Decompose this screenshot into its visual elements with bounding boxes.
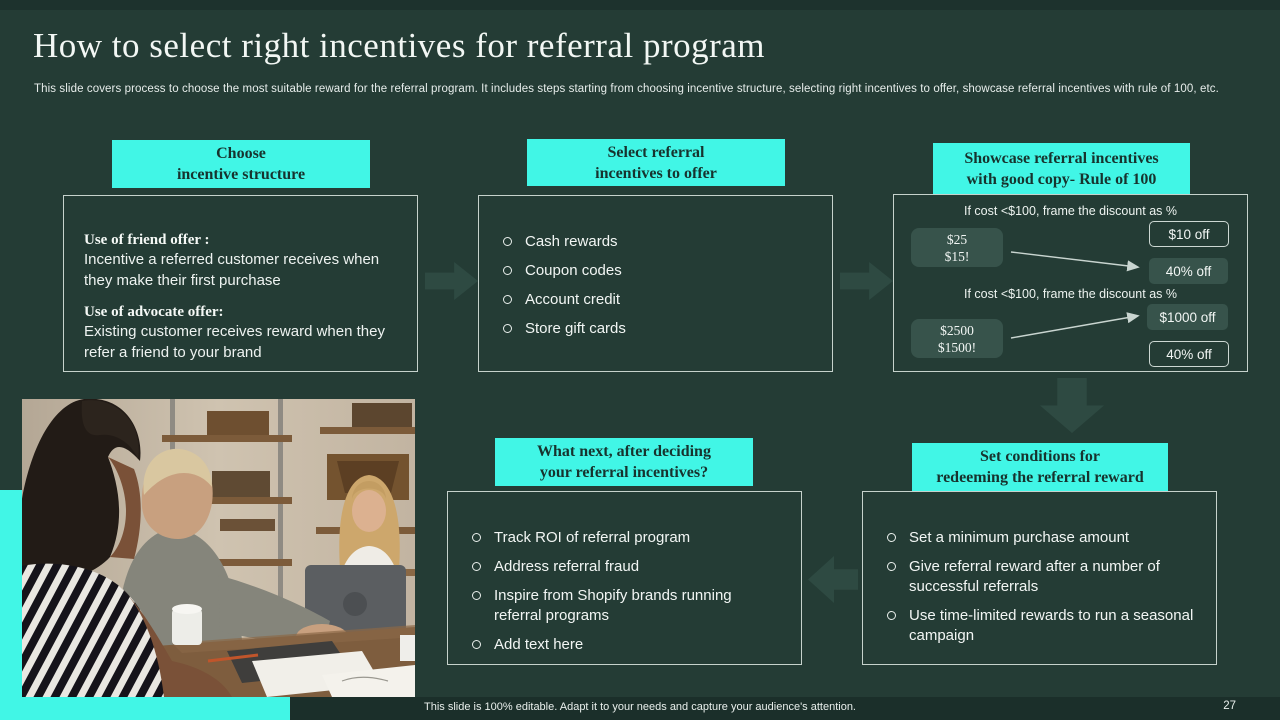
flow-arrow-right-icon <box>840 262 893 300</box>
list-item-label: Cash rewards <box>525 233 618 250</box>
option-percent-off-low: 40% off <box>1149 258 1228 284</box>
step-header-line: redeeming the referral reward <box>936 469 1144 486</box>
choose-incentive-structure-box <box>63 195 418 372</box>
list-item-label: Set a minimum purchase amount <box>909 529 1130 546</box>
step-header-line: Showcase referral incentives <box>964 149 1159 167</box>
step-header-showcase-incentives <box>933 143 1190 194</box>
list-item <box>887 528 1198 548</box>
list-item-label: Track ROI of referral program <box>494 529 691 546</box>
set-conditions-box <box>862 491 1217 665</box>
list-item-label: Inspire from Shopify brands running referral programs <box>494 587 732 624</box>
flow-arrow-down-icon <box>1040 378 1104 433</box>
bullet-circle-icon <box>503 266 512 275</box>
bullet-circle-icon <box>887 562 896 571</box>
rule-low-text: If cost <$100, frame the discount as % <box>964 204 1177 218</box>
friend-offer-text: Incentive a referred customer receives when they make their first purchase <box>84 251 380 289</box>
rule-high-text: If cost <$100, frame the discount as % <box>964 287 1177 301</box>
step-header-choose-incentive-structure <box>112 140 370 188</box>
step-header-line: Set conditions for <box>980 448 1100 465</box>
bullet-circle-icon <box>472 591 481 600</box>
page-number: 27 <box>1223 700 1236 712</box>
list-item-label: Account credit <box>525 291 621 308</box>
bullet-circle-icon <box>472 640 481 649</box>
option-dollar-off-high: $1000 off <box>1147 304 1228 330</box>
what-next-box <box>447 491 802 665</box>
option-percent-off-high: 40% off <box>1149 341 1229 367</box>
step-header-line: What next, after deciding <box>537 443 711 460</box>
bullet-circle-icon <box>503 237 512 246</box>
price-original: $25 <box>946 231 968 247</box>
price-original: $2500 <box>940 322 974 338</box>
price-discounted: $15! <box>944 248 970 264</box>
top-accent-band <box>0 0 1280 10</box>
list-item-label: Address referral fraud <box>494 558 640 575</box>
bullet-circle-icon <box>472 562 481 571</box>
bullet-circle-icon <box>887 611 896 620</box>
step-header-set-conditions <box>912 443 1168 491</box>
list-item <box>472 635 783 655</box>
bullet-circle-icon <box>887 533 896 542</box>
conditions-list <box>863 492 1216 646</box>
list-item-label: Coupon codes <box>525 262 622 279</box>
page-title: How to select right incentives for referral program <box>33 26 766 65</box>
list-item-label: Use time-limited rewards to run a seasonal campaign <box>909 607 1194 644</box>
list-item <box>472 557 783 577</box>
step-header-line: Choose <box>216 145 266 162</box>
step-header-line: incentive structure <box>176 166 306 183</box>
what-next-list <box>448 492 801 655</box>
list-item <box>472 528 783 548</box>
price-discounted: $1500! <box>937 339 977 355</box>
advocate-offer-label: Use of advocate offer: <box>84 304 224 320</box>
advocate-offer-text: Existing customer receives reward when they refer a friend to your brand <box>84 323 385 361</box>
friend-offer-label: Use of friend offer : <box>84 232 210 248</box>
bullet-circle-icon <box>503 295 512 304</box>
incentive-options-list <box>479 196 832 339</box>
list-item-label: Store gift cards <box>525 320 626 337</box>
option-dollar-off-low: $10 off <box>1149 221 1229 247</box>
step-header-what-next <box>495 438 753 486</box>
step-header-line: Select referral <box>607 143 705 161</box>
list-item-label: Give referral reward after a number of successful referrals <box>909 558 1160 595</box>
select-referral-incentives-box <box>478 195 833 372</box>
footer-note: This slide is 100% editable. Adapt it to your needs and capture your audience's attention. <box>424 701 856 713</box>
step-header-select-referral-incentives <box>527 139 785 186</box>
flow-arrow-right-icon <box>425 262 478 300</box>
list-item <box>887 606 1198 646</box>
list-item <box>887 557 1198 597</box>
bullet-circle-icon <box>503 324 512 333</box>
team-meeting-photo <box>22 399 415 697</box>
list-item <box>503 261 814 281</box>
slide-subtitle: This slide covers process to choose the most suitable reward for the referral program. It includes steps starting from choosing incentive structure, selecting right incentives to offer, showcase referral incentives with rule of 100, etc. <box>34 83 1219 95</box>
list-item <box>503 319 814 339</box>
list-item-label: Add text here <box>494 636 584 653</box>
step-header-line: incentives to offer <box>595 164 717 182</box>
list-item <box>503 290 814 310</box>
step-header-line: with good copy- Rule of 100 <box>966 170 1157 188</box>
list-item <box>472 586 783 626</box>
step-header-line: your referral incentives? <box>539 464 709 481</box>
flow-arrow-left-icon <box>808 554 858 605</box>
rule-of-100-box <box>893 194 1248 372</box>
list-item <box>503 232 814 252</box>
cyan-accent-bar <box>0 490 22 720</box>
bullet-circle-icon <box>472 533 481 542</box>
connector-arrows-icon <box>894 195 1249 373</box>
